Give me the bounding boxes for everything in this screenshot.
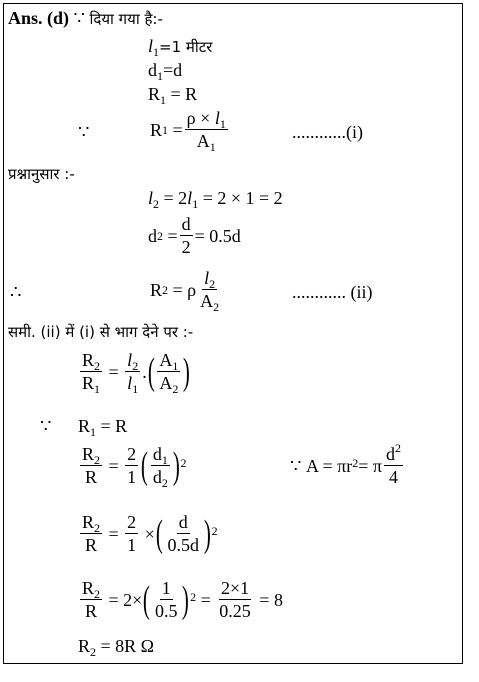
l2-value: = 2 × 1 = 2 [198, 188, 283, 208]
equation-1-tag: ............(i) [292, 122, 363, 142]
equation-2-tag: ............ (ii) [292, 282, 373, 302]
d2-num: d [181, 214, 191, 234]
r1-equals-value: = R [96, 416, 128, 436]
d1-value: =d [163, 60, 183, 80]
final-answer: $R_2 = 8R$ Ω [78, 636, 155, 659]
step-2-equation: $\frac{R_2}{R}$ = $\frac{2}{1}$ × ( $\frac{d}{0.5d}$ ) 2 [82, 512, 218, 555]
d2-value: = 0.5d [194, 225, 241, 246]
therefore-symbol: ∴ [10, 282, 22, 302]
l2-equation: $l_2 = 2l_1 = 2 \times 1 = 2$ [148, 188, 283, 211]
because-symbol-r1: ∵ [40, 416, 52, 436]
step-1-equation: $\frac{R_2}{R}$ = $\frac{2}{1}$ ( $\frac{d_1}{d_2}$ ) 2 [82, 444, 187, 490]
area-formula-note: ∵ A = πr 2 = π $\frac{d2}{4}$ [290, 441, 401, 487]
eq1-fraction: $\frac{\rho \times l_1}{A_1}$ [186, 108, 226, 154]
d2-equation: d 2 = $\frac{d}{2}$ = 0.5d [148, 214, 241, 257]
ratio-equation: $\frac{R_2}{R_1}$ = $\frac{l_2}{l_1}$ . ( $\frac{A_1}{A_2}$ ) [82, 350, 191, 396]
according-to-question: प्रश्नानुसार :- [8, 165, 75, 183]
because-symbol-area: ∵ [290, 455, 302, 476]
r1-value: = R [166, 84, 198, 104]
d2-den: 2 [181, 237, 191, 257]
given-l1: $l_1=1$ मीटर [148, 36, 213, 59]
d2-fraction [180, 214, 193, 257]
equation-1: R 1 = $\frac{\rho \times l_1}{A_1}$ [150, 108, 226, 154]
final-value: = 8R Ω [96, 636, 155, 656]
l1-value: =1 मीटर [159, 38, 213, 56]
because-symbol: ∵ [73, 8, 85, 28]
eq2-fraction: $\frac{l_2}{A_2}$ [200, 268, 220, 314]
because-symbol-eq1: ∵ [78, 122, 90, 142]
given-r1: $R_1 = R$ [148, 84, 198, 107]
r1-equals-r: $R_1 = R$ [78, 416, 128, 439]
answer-header [8, 8, 163, 29]
answer-label: Ans. (d) [8, 8, 70, 28]
step-3-result: = 8 [259, 589, 283, 610]
step-3-equation: $\frac{R_2}{R}$ = 2× ( $\frac{1}{0.5}$ ) 2 = $\frac{2\times 1}{0.25}$ = 8 [82, 578, 283, 621]
area-formula: A = πr [305, 455, 353, 476]
given-d1: $d_1=d$ [148, 60, 183, 83]
equation-2: R 2 = ρ $\frac{l_2}{A_2}$ [150, 268, 220, 314]
divide-instruction: समी. (ii) में (i) से भाग देने पर :- [8, 323, 194, 341]
given-label: दिया गया है:- [89, 10, 163, 28]
